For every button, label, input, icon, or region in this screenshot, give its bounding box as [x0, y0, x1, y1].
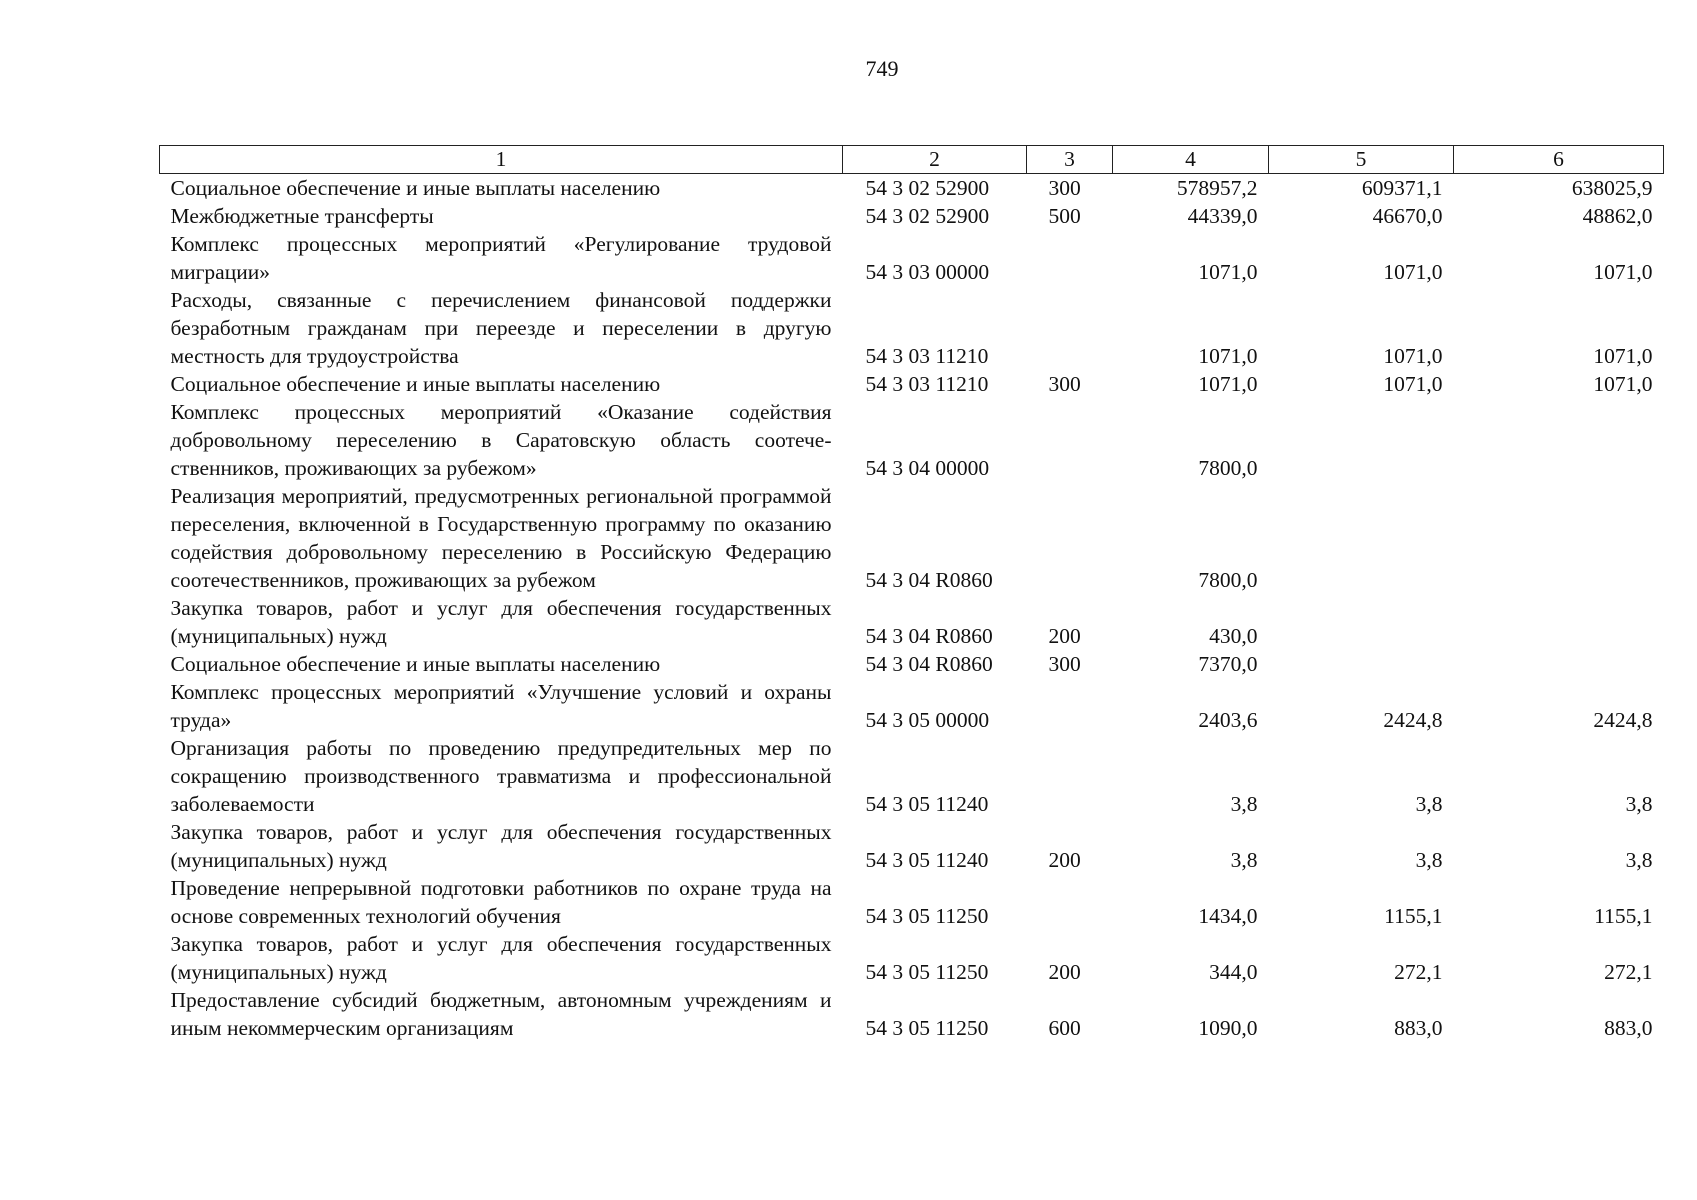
table-row	[160, 482, 1664, 594]
amount-col5-cell	[1269, 650, 1454, 678]
column-header-2: 2	[843, 146, 1027, 174]
amount-col4-cell: 7800,0	[1198, 456, 1258, 480]
amount-col5-cell: 609371,1	[1361, 176, 1443, 200]
amount-col4-cell: 430,0	[1209, 624, 1258, 648]
amount-col5-cell	[1269, 482, 1454, 594]
budget-code-cell: 54 3 05 11240	[865, 792, 989, 816]
amount-col5-cell: 272,1	[1394, 960, 1443, 984]
amount-col5-cell	[1269, 594, 1454, 650]
amount-col5-cell: 1071,0	[1383, 372, 1443, 396]
expense-type-cell: 300	[1048, 176, 1081, 200]
amount-col4-cell: 1071,0	[1198, 260, 1258, 284]
amount-col5-cell: 3,8	[1415, 792, 1443, 816]
expense-type-cell	[1027, 286, 1113, 370]
row-name-cell: Предоставление субсидий бюджетным, автономным учреждениям и иным некоммерческим организациям	[170, 988, 832, 1040]
amount-col6-cell: 2424,8	[1593, 708, 1653, 732]
expense-type-cell: 200	[1048, 960, 1081, 984]
amount-col6-cell: 883,0	[1604, 1016, 1653, 1040]
expense-type-cell: 300	[1048, 652, 1081, 676]
amount-col5-cell: 2424,8	[1383, 708, 1443, 732]
amount-col5-cell: 3,8	[1415, 848, 1443, 872]
amount-col4-cell: 578957,2	[1176, 176, 1258, 200]
row-name-cell: Социальное обеспечение и иные выплаты населению	[170, 372, 661, 396]
table-row	[160, 986, 1664, 1042]
amount-col4-cell: 1071,0	[1198, 372, 1258, 396]
amount-col6-cell: 1071,0	[1593, 260, 1653, 284]
table-row	[160, 174, 1664, 203]
budget-code-cell: 54 3 04 00000	[865, 456, 990, 480]
expense-type-cell	[1027, 678, 1113, 734]
amount-col6-cell: 272,1	[1604, 960, 1653, 984]
amount-col6-cell	[1454, 482, 1664, 594]
table-body	[160, 174, 1664, 1043]
table-row	[160, 370, 1664, 398]
amount-col6-cell: 48862,0	[1582, 204, 1653, 228]
amount-col4-cell: 2403,6	[1198, 708, 1258, 732]
amount-col6-cell: 3,8	[1625, 792, 1653, 816]
expense-type-cell	[1027, 398, 1113, 482]
table-row	[160, 230, 1664, 286]
amount-col4-cell: 7370,0	[1198, 652, 1258, 676]
amount-col4-cell: 7800,0	[1198, 568, 1258, 592]
row-name-cell: Комплекс процессных мероприятий «Улучшение условий и охраны труда»	[170, 680, 832, 732]
table-row	[160, 818, 1664, 874]
amount-col4-cell: 1071,0	[1198, 344, 1258, 368]
amount-col6-cell	[1454, 650, 1664, 678]
expense-type-cell: 500	[1048, 204, 1081, 228]
amount-col4-cell: 44339,0	[1187, 204, 1258, 228]
budget-code-cell: 54 3 05 00000	[865, 708, 990, 732]
amount-col4-cell: 3,8	[1230, 848, 1258, 872]
amount-col5-cell	[1269, 398, 1454, 482]
table-row	[160, 398, 1664, 482]
column-header-4: 4	[1113, 146, 1269, 174]
row-name-cell: Социальное обеспечение и иные выплаты населению	[170, 176, 661, 200]
row-name-cell: Организация работы по проведению предупредительных мер по сокращению производственного травматизма и профессиональной заболеваемости	[170, 736, 832, 816]
budget-code-cell: 54 3 05 11250	[865, 904, 989, 928]
page-number: 749	[865, 56, 899, 81]
budget-code-cell: 54 3 02 52900	[865, 204, 990, 228]
column-header-5: 5	[1269, 146, 1454, 174]
budget-code-cell: 54 3 05 11250	[865, 1016, 989, 1040]
row-name-cell: Социальное обеспечение и иные выплаты населению	[170, 652, 661, 676]
amount-col6-cell	[1454, 398, 1664, 482]
row-name-cell: Закупка товаров, работ и услуг для обеспечения государственных (муниципальных) нужд	[170, 932, 832, 984]
budget-code-cell: 54 3 05 11250	[865, 960, 989, 984]
row-name-cell: Закупка товаров, работ и услуг для обеспечения государственных (муниципальных) нужд	[170, 596, 832, 648]
table-row	[160, 594, 1664, 650]
amount-col6-cell	[1454, 594, 1664, 650]
amount-col4-cell: 1090,0	[1198, 1016, 1258, 1040]
amount-col6-cell: 1071,0	[1593, 372, 1653, 396]
budget-code-cell: 54 3 05 11240	[865, 848, 989, 872]
budget-code-cell: 54 3 03 11210	[865, 372, 989, 396]
row-name-cell: Реализация мероприятий, предусмотренных региональной программой переселения, включенной в Государственную программу по оказанию содействия добровольному переселению в Российскую Федерацию соотечественников, проживающих за рубежом	[170, 484, 832, 592]
amount-col4-cell: 1434,0	[1198, 904, 1258, 928]
expense-type-cell: 200	[1048, 848, 1081, 872]
table-row	[160, 930, 1664, 986]
amount-col6-cell: 638025,9	[1571, 176, 1653, 200]
budget-code-cell: 54 3 03 00000	[865, 260, 990, 284]
amount-col5-cell: 1071,0	[1383, 260, 1443, 284]
budget-code-cell: 54 3 04 R0860	[865, 624, 993, 648]
row-name-cell: Проведение непрерывной подготовки работников по охране труда на основе современных технологий обучения	[170, 876, 832, 928]
amount-col6-cell: 1071,0	[1593, 344, 1653, 368]
column-header-3: 3	[1027, 146, 1113, 174]
budget-table	[159, 145, 1664, 1042]
amount-col5-cell: 46670,0	[1372, 204, 1443, 228]
table-row	[160, 650, 1664, 678]
amount-col6-cell: 3,8	[1625, 848, 1653, 872]
row-name-cell: Расходы, связанные с перечислением финансовой поддержки безработным гражданам при переезде и переселении в другую местность для трудоустройства	[170, 288, 832, 368]
expense-type-cell	[1027, 230, 1113, 286]
row-name-cell: Комплекс процессных мероприятий «Регулирование трудовой миграции»	[170, 232, 832, 284]
column-header-1: 1	[160, 146, 843, 174]
amount-col4-cell: 344,0	[1209, 960, 1258, 984]
row-name-cell: Комплекс процессных мероприятий «Оказание содействия добровольному переселению в Саратовскую область соотечественников, проживающих за рубежом»	[170, 400, 832, 480]
expense-type-cell: 200	[1048, 624, 1081, 648]
budget-code-cell: 54 3 02 52900	[865, 176, 990, 200]
expense-type-cell	[1027, 482, 1113, 594]
expense-type-cell	[1027, 734, 1113, 818]
table-row	[160, 678, 1664, 734]
budget-code-cell: 54 3 04 R0860	[865, 652, 993, 676]
budget-code-cell: 54 3 03 11210	[865, 344, 989, 368]
amount-col5-cell: 1071,0	[1383, 344, 1443, 368]
amount-col5-cell: 1155,1	[1384, 904, 1443, 928]
amount-col4-cell: 3,8	[1230, 792, 1258, 816]
column-header-6: 6	[1454, 146, 1664, 174]
table-row	[160, 734, 1664, 818]
table-header	[160, 146, 1664, 174]
amount-col5-cell: 883,0	[1394, 1016, 1443, 1040]
expense-type-cell: 300	[1048, 372, 1081, 396]
table-row	[160, 286, 1664, 370]
row-name-cell: Закупка товаров, работ и услуг для обеспечения государственных (муниципальных) нужд	[170, 820, 832, 872]
expense-type-cell: 600	[1048, 1016, 1081, 1040]
amount-col6-cell: 1155,1	[1594, 904, 1653, 928]
row-name-cell: Межбюджетные трансферты	[170, 204, 434, 228]
expense-type-cell	[1027, 874, 1113, 930]
header-row	[160, 146, 1664, 174]
table-row	[160, 874, 1664, 930]
budget-code-cell: 54 3 04 R0860	[865, 568, 993, 592]
table-row	[160, 202, 1664, 230]
